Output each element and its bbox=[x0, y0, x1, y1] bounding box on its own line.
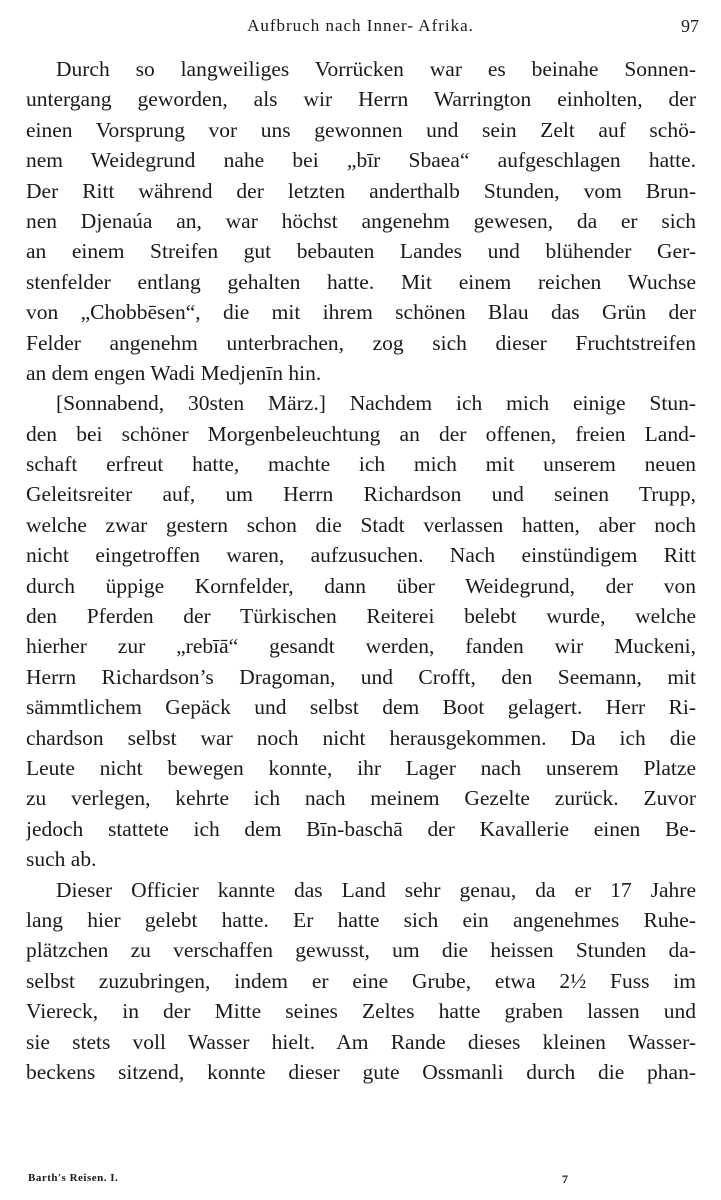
text-line: den Pferden der Türkischen Reiterei belebt wurde, welche bbox=[26, 604, 696, 629]
text-line: Viereck, in der Mitte seines Zeltes hatte graben lassen und bbox=[26, 999, 696, 1024]
text-line: welche zwar gestern schon die Stadt verlassen hatten, aber noch bbox=[26, 512, 696, 537]
text-line: untergang geworden, als wir Herrn Warrington einholten, der bbox=[26, 87, 696, 112]
text-line: Der Ritt während der letzten anderthalb Stunden, vom Brun- bbox=[26, 178, 696, 203]
text-line: durch üppige Kornfelder, dann über Weidegrund, der von bbox=[26, 573, 696, 598]
text-line: chardson selbst war noch nicht herausgekommen. Da ich die bbox=[26, 725, 696, 750]
text-line: einen Vorsprung vor uns gewonnen und sein Zelt auf schö- bbox=[26, 117, 696, 142]
text-line: nem Weidegrund nahe bei „bīr Sbaea“ aufgeschlagen hatte. bbox=[26, 148, 696, 173]
footer-book-title: Barth's Reisen. I. bbox=[28, 1172, 119, 1184]
text-line: such ab. bbox=[26, 847, 97, 872]
text-line: Leute nicht bewegen konnte, ihr Lager nach unserem Platze bbox=[26, 755, 696, 780]
text-line: schaft erfreut hatte, machte ich mich mit unserem neuen bbox=[26, 452, 696, 477]
text-line: Herrn Richardson’s Dragoman, und Crofft, den Seemann, mit bbox=[26, 664, 696, 689]
text-line: beckens sitzend, konnte dieser gute Ossmanli durch die phan- bbox=[26, 1059, 696, 1084]
text-line: Durch so langweiliges Vorrücken war es beinahe Sonnen- bbox=[56, 57, 696, 81]
text-line: Felder angenehm unterbrachen, zog sich dieser Fruchtstreifen bbox=[26, 330, 696, 355]
text-line: nen Djenaúa an, war höchst angenehm gewesen, da er sich bbox=[26, 208, 696, 233]
text-line: selbst zuzubringen, indem er eine Grube, etwa 2½ Fuss im bbox=[26, 968, 696, 993]
text-line: hierher zur „rebīā“ gesandt werden, fanden wir Muckeni, bbox=[26, 634, 696, 659]
page-footer bbox=[0, 1172, 721, 1192]
text-line: nicht eingetroffen waren, aufzusuchen. Nach einstündigem Ritt bbox=[26, 543, 696, 568]
running-head bbox=[0, 14, 721, 38]
page-number: 97 bbox=[681, 16, 699, 36]
text-line: sie stets voll Wasser hielt. Am Rande dieses kleinen Wasser- bbox=[26, 1029, 696, 1054]
text-line: [Sonnabend, 30sten März.] Nachdem ich mich einige Stun- bbox=[56, 391, 696, 416]
text-line: an dem engen Wadi Medjenīn hin. bbox=[26, 360, 322, 385]
text-line: sämmtlichem Gepäck und selbst dem Boot gelagert. Herr Ri- bbox=[26, 695, 696, 720]
body-text bbox=[26, 54, 696, 1087]
text-line: plätzchen zu verschaffen gewusst, um die heissen Stunden da- bbox=[26, 938, 696, 963]
text-line: von „Chobbēsen“, die mit ihrem schönen Blau das Grün der bbox=[26, 300, 696, 325]
text-line: Dieser Officier kannte das Land sehr genau, da er 17 Jahre bbox=[56, 877, 696, 902]
text-line: Geleitsreiter auf, um Herrn Richardson und seinen Trupp, bbox=[26, 482, 696, 507]
text-line: zu verlegen, kehrte ich nach meinem Gezelte zurück. Zuvor bbox=[26, 786, 696, 811]
text-line: stenfelder entlang gehalten hatte. Mit einem reichen Wuchse bbox=[26, 269, 696, 294]
text-line: den bei schöner Morgenbeleuchtung an der offenen, freien Land- bbox=[26, 421, 696, 446]
text-line: lang hier gelebt hatte. Er hatte sich ein angenehmes Ruhe- bbox=[26, 907, 696, 932]
footer-signature-mark: 7 bbox=[562, 1172, 568, 1186]
running-title: Aufbruch nach Inner- Afrika. bbox=[247, 16, 474, 35]
text-line: an einem Streifen gut bebauten Landes und blühender Ger- bbox=[26, 239, 696, 264]
text-line: jedoch stattete ich dem Bīn-baschā der Kavallerie einen Be- bbox=[26, 816, 696, 841]
